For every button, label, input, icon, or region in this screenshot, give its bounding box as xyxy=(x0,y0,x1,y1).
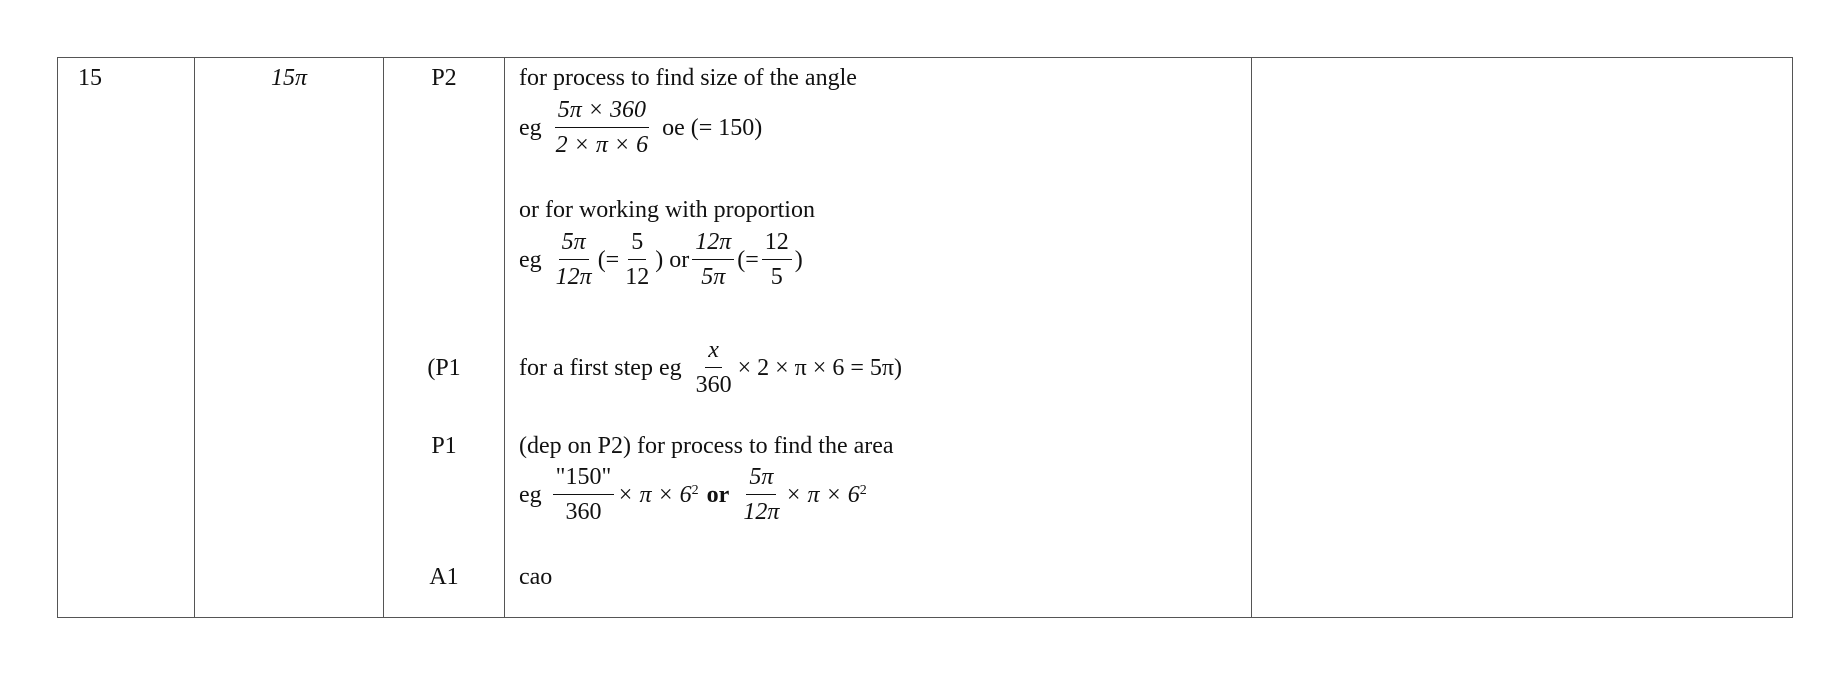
answer-value: 15π xyxy=(270,65,308,91)
fraction-numerator: 12 xyxy=(762,227,792,260)
area-product: × π × 6 xyxy=(785,481,860,508)
question-number: 15 xyxy=(78,65,102,91)
guidance-cell xyxy=(505,58,1252,618)
mark-scheme-table xyxy=(57,57,1793,618)
close-paren: ) xyxy=(794,246,803,273)
guidance-a1-text: cao xyxy=(519,564,553,590)
area-fraction xyxy=(740,462,782,527)
question-number-cell xyxy=(58,58,195,618)
mark-cell xyxy=(384,58,505,618)
fraction-numerator: 5π × 360 xyxy=(555,95,649,128)
or-text: ) or xyxy=(655,246,690,273)
fraction-numerator: 12π xyxy=(692,227,734,260)
fraction-denominator: 12π xyxy=(555,264,592,290)
eg-label: eg xyxy=(519,246,542,273)
first-step-text: for a first step eg xyxy=(519,354,682,381)
fraction-denominator: 12π xyxy=(743,499,780,525)
fraction-numerator: 5π xyxy=(746,462,776,495)
guidance-p2-text: for process to find size of the angle xyxy=(519,65,857,91)
proportion-fraction xyxy=(692,227,734,292)
equals-open: (= xyxy=(597,246,620,273)
first-step-fraction xyxy=(693,335,735,400)
eg-label: eg xyxy=(519,114,542,141)
fraction-numerator: 5π xyxy=(559,227,589,260)
angle-fraction xyxy=(553,95,651,160)
guidance-area-text: (dep on P2) for process to find the area xyxy=(519,433,894,459)
mark-p1-area: P1 xyxy=(431,433,457,459)
fraction-denominator: 2 × π × 6 xyxy=(555,132,649,158)
fraction-numerator: "150" xyxy=(553,462,615,495)
exponent: 2 xyxy=(691,482,699,498)
fraction-denominator: 5π xyxy=(701,264,726,290)
proportion-fraction xyxy=(553,227,595,292)
first-step-tail: × 2 × π × 6 = 5π) xyxy=(737,354,902,381)
fraction-numerator: 5 xyxy=(628,227,646,260)
fraction-numerator: x xyxy=(705,335,722,368)
mark-a1: A1 xyxy=(429,564,459,590)
area-fraction xyxy=(553,462,615,527)
fraction-denominator: 5 xyxy=(770,264,783,290)
guidance-area-example xyxy=(519,462,867,527)
mark-p1-first-step: (P1 xyxy=(427,355,461,381)
guidance-proportion-example xyxy=(519,227,803,292)
guidance-first-step xyxy=(519,335,902,400)
mark-p2: P2 xyxy=(431,65,457,91)
fraction-denominator: 12 xyxy=(625,264,650,290)
equals-open: (= xyxy=(737,246,759,273)
exponent: 2 xyxy=(859,482,867,498)
eg-label: eg xyxy=(519,481,542,508)
fraction-denominator: 360 xyxy=(695,372,732,398)
guidance-proportion-text: or for working with proportion xyxy=(519,197,815,223)
additional-guidance-cell xyxy=(1252,58,1793,618)
guidance-p2-example xyxy=(519,95,762,160)
oe-note: oe (= 150) xyxy=(662,114,763,141)
table-row xyxy=(58,58,1793,618)
area-product: × π × 6 xyxy=(617,481,692,508)
fraction-denominator: 360 xyxy=(565,499,602,525)
proportion-fraction xyxy=(622,227,652,292)
proportion-fraction xyxy=(762,227,792,292)
answer-cell xyxy=(195,58,384,618)
or-bold: or xyxy=(706,481,730,508)
